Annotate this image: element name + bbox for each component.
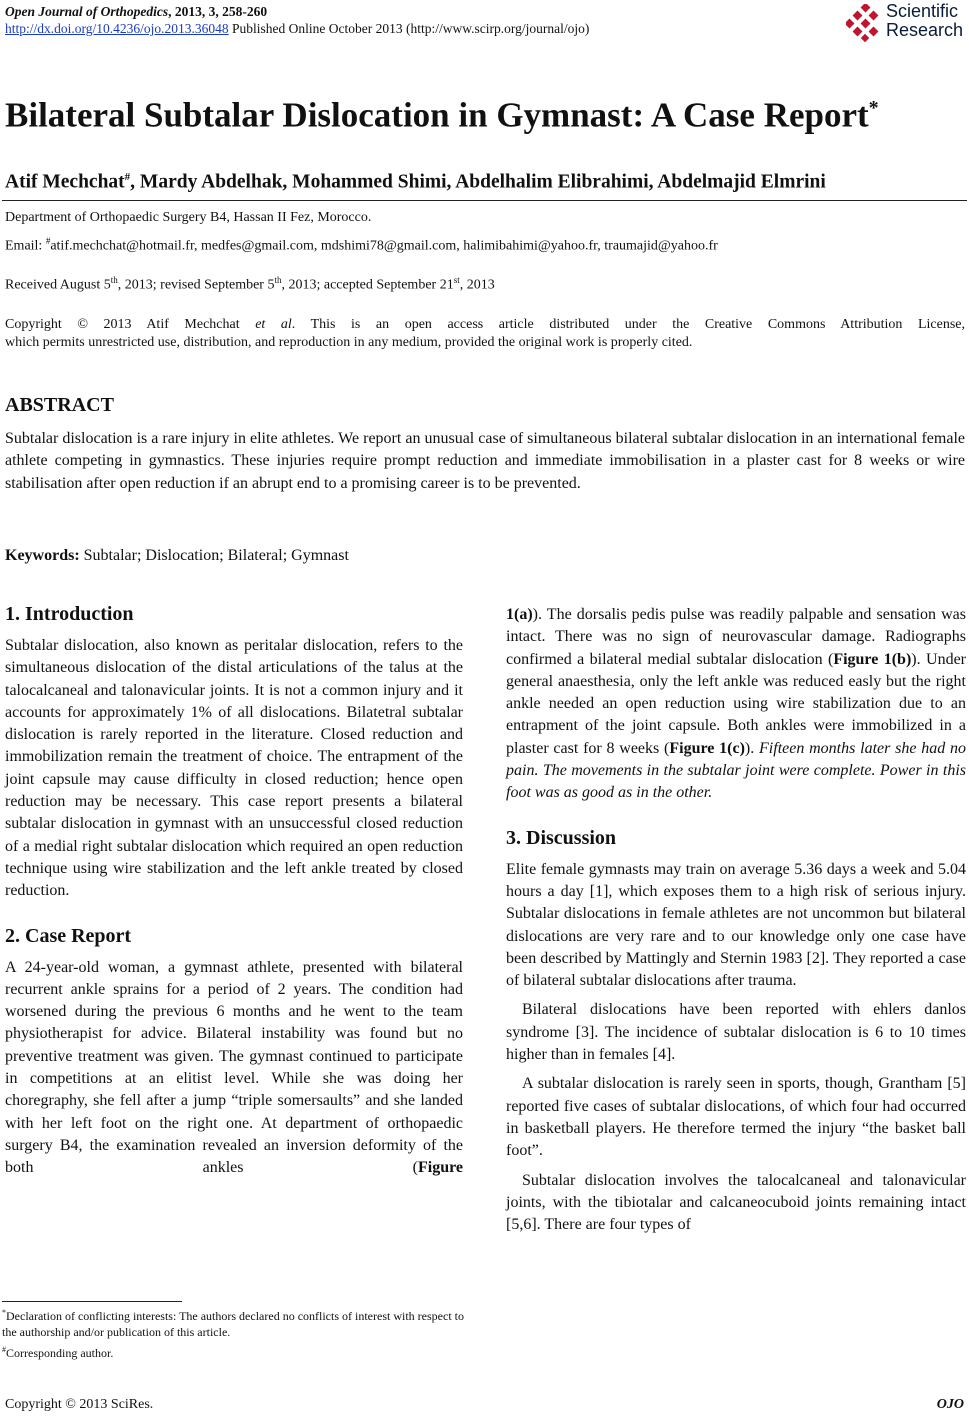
footer-journal-abbr: OJO bbox=[936, 1397, 964, 1412]
footnote-corresponding bbox=[2, 1342, 464, 1362]
right-column bbox=[506, 604, 966, 1236]
copyright-line-2: which permits unrestricted use, distribution, and reproduction in any medium, provided the original work is properly cited. bbox=[5, 335, 693, 350]
copyright-part1: Copyright © 2013 Atif Mechchat bbox=[5, 317, 256, 332]
copyright-etal: et al bbox=[255, 317, 292, 332]
dates-end: , 2013 bbox=[459, 277, 495, 293]
email-addresses: atif.mechchat@hotmail.fr, medfes@gmail.com, mdshimi78@gmail.com, halimibahimi@yahoo.fr, traumajid@yahoo.fr bbox=[50, 238, 718, 254]
figure-ref-1a: 1(a) bbox=[506, 606, 533, 623]
footnote-star-text: Declaration of conflicting interests: The authors declared no conflicts of interest with respect to the authorship and/or publication of this article. bbox=[2, 1309, 464, 1339]
discussion-paragraph-1: Elite female gymnasts may train on average 5.36 days a week and 5.04 hours a day [1], which exposes them to a high risk of serious injury. Subtalar dislocations in female athletes are not uncommon but bilateral dislocations are very rare and to our knowledge only one case have been described by Mattingly and Sternin 1983 [2]. They reported a case of bilateral subtalar dislocations after trauma. bbox=[506, 860, 966, 990]
title-text: Bilateral Subtalar Dislocation in Gymnast: A Case Report bbox=[5, 95, 869, 135]
received-dates bbox=[5, 271, 495, 295]
discussion-paragraph-2: Bilateral dislocations have been reported with ehlers danlos syndrome [3]. The incidence of subtalar dislocation is 6 to 10 times higher than in females [4]. bbox=[506, 1001, 966, 1064]
article-title bbox=[5, 84, 965, 140]
case-heading: 2. Case Report bbox=[5, 924, 132, 947]
accepted-sup: st bbox=[453, 275, 460, 285]
affiliation: Department of Orthopaedic Surgery B4, Hassan II Fez, Morocco. bbox=[5, 210, 372, 225]
revised-text: , 2013; revised September 5 bbox=[117, 277, 275, 293]
footnote-conflict bbox=[2, 1305, 464, 1340]
figure-ref-1c: Figure 1(c) bbox=[669, 739, 745, 757]
intro-paragraph: Subtalar dislocation, also known as peritalar dislocation, refers to the simultaneous dislocation of the distal articulations of the talus at the talocalcaneal and talonavicular joints. It is not a common injury and it accounts for approximately 1% of all dislocations. Bilatetral subtalar dislocation is rarely reported in the literature. Closed reduction and immobilization remain the treatment of choice. The entrapment of the joint capsule may cause difficulty in closed reduction; hence open reduction may be necessary. This case report presents a bilateral subtalar dislocation in gymnast with an unsuccessful closed reduction of a medial right subtalar dislocation which required an open reduction technique using wire stabilization and the left ankle treated by closed reduction. bbox=[5, 637, 463, 900]
other-authors: , Mardy Abdelhak, Mohammed Shimi, Abdelhalim Elibrahimi, Abdelmajid Elmrini bbox=[130, 171, 826, 193]
scirp-logo-icon bbox=[846, 4, 884, 42]
footnote-divider bbox=[2, 1301, 182, 1302]
footer-copyright: Copyright © 2013 SciRes. bbox=[5, 1397, 154, 1412]
journal-details: , 2013, 3, 258-260 bbox=[168, 4, 268, 19]
discussion-paragraph-3: A subtalar dislocation is rarely seen in sports, though, Grantham [5] reported five cases of subtalar dislocations, of which four had occurred in basketball players. He therefore termed the injury “the basket ball foot”. bbox=[506, 1075, 966, 1160]
keywords-label: Keywords: bbox=[5, 547, 80, 564]
copyright-line-1 bbox=[5, 316, 965, 334]
doi-link[interactable]: http://dx.doi.org/10.4236/ojo.2013.36048 bbox=[5, 21, 229, 36]
header-divider bbox=[2, 200, 967, 201]
figure-ref-word: Figure bbox=[417, 1159, 463, 1177]
footnote-hash-text: Corresponding author. bbox=[6, 1346, 114, 1361]
received-text: Received August 5 bbox=[5, 277, 111, 293]
accepted-text: , 2013; accepted September 21 bbox=[281, 277, 454, 293]
copyright-part2: . This is an open access article distributed under the Creative Commons Attribution License, bbox=[291, 317, 966, 332]
abstract-heading: ABSTRACT bbox=[5, 394, 114, 416]
discussion-heading: 3. Discussion bbox=[506, 826, 617, 849]
journal-citation bbox=[5, 3, 267, 20]
received-sup: th bbox=[110, 275, 118, 285]
case-paragraph-continued bbox=[506, 604, 966, 805]
case-text-3: ). Under general anaesthesia, only the left ankle was reduced easly but the right ankle needed an open reduction using wire stabilization due to an entrapment of the joint capsule. Both ankles were immobilized in a plaster cast for 8 weeks ( bbox=[506, 650, 966, 757]
keywords bbox=[5, 545, 349, 567]
first-author: Atif Mechchat bbox=[5, 171, 125, 193]
footnote-star-mark: * bbox=[2, 1308, 6, 1317]
footnote-hash-mark: # bbox=[2, 1345, 6, 1355]
author-list bbox=[5, 171, 826, 194]
discussion-paragraph-4: Subtalar dislocation involves the talocalcaneal and talonavicular joints, with the tibiotalar and calcaneocuboid joints remaining intact [5,6]. There are four types of bbox=[506, 1171, 966, 1234]
keywords-list: Subtalar; Dislocation; Bilateral; Gymnast bbox=[79, 547, 349, 564]
case-text-italic: Fifteen months later she had no pain. The movements in the subtalar joint were complete. Power in this foot was as good as in the other. bbox=[506, 739, 966, 802]
email-line bbox=[5, 232, 718, 256]
case-text-4: ). bbox=[744, 739, 760, 757]
logo-line-1: Scientific bbox=[886, 1, 959, 21]
logo-line-2: Research bbox=[886, 20, 964, 40]
published-text: Published Online October 2013 (http://www.scirp.org/journal/ojo) bbox=[228, 21, 590, 36]
publisher-logo bbox=[846, 2, 966, 44]
journal-name: Open Journal of Orthopedics bbox=[5, 4, 169, 19]
corresponding-mark: # bbox=[124, 171, 131, 183]
case-text-1: A 24-year-old woman, a gymnast athlete, presented with bilateral recurrent ankle sprains for a period of 2 years. The condition had worsened during the previous 6 months and he went to the team physiotherapist for advice. Bilateral instability was found but no preventive treatment was given. The gymnast continued to participate in competitions at an elitist level. While she was doing her choregraphy, she fell after a jump “triple somersaults” and she landed with her left foot on the right one. At department of orthopaedic surgery B4, the examination revealed an inversion deformity of the both ankles ( bbox=[5, 958, 463, 1177]
left-column bbox=[5, 602, 463, 1180]
intro-heading: 1. Introduction bbox=[5, 603, 134, 625]
revised-sup: th bbox=[274, 275, 282, 285]
case-text-2: ). The dorsalis pedis pulse was readily palpable and sensation was intact. There was no sign of neurovascular damage. Radiographs confirmed a bilateral medial subtalar dislocation ( bbox=[506, 606, 966, 668]
copyright-notice bbox=[5, 316, 965, 352]
figure-ref-1b: Figure 1(b) bbox=[833, 650, 912, 668]
email-label: Email: bbox=[5, 238, 46, 254]
logo-text bbox=[886, 2, 963, 40]
title-footnote-mark: * bbox=[868, 97, 879, 119]
doi-line bbox=[5, 20, 589, 37]
email-mark: # bbox=[45, 236, 51, 246]
abstract-text: Subtalar dislocation is a rare injury in elite athletes. We report an unusual case of simultaneous bilateral subtalar dislocation in an international female athlete competing in gymnastics. These injuries require prompt reduction and immediate immobilisation in a plaster cast for 8 weeks or wire stabilisation after open reduction if an abrupt end to a promising career is to be prevented. bbox=[5, 430, 965, 492]
case-paragraph-1 bbox=[5, 957, 463, 1180]
footnotes bbox=[2, 1305, 464, 1362]
